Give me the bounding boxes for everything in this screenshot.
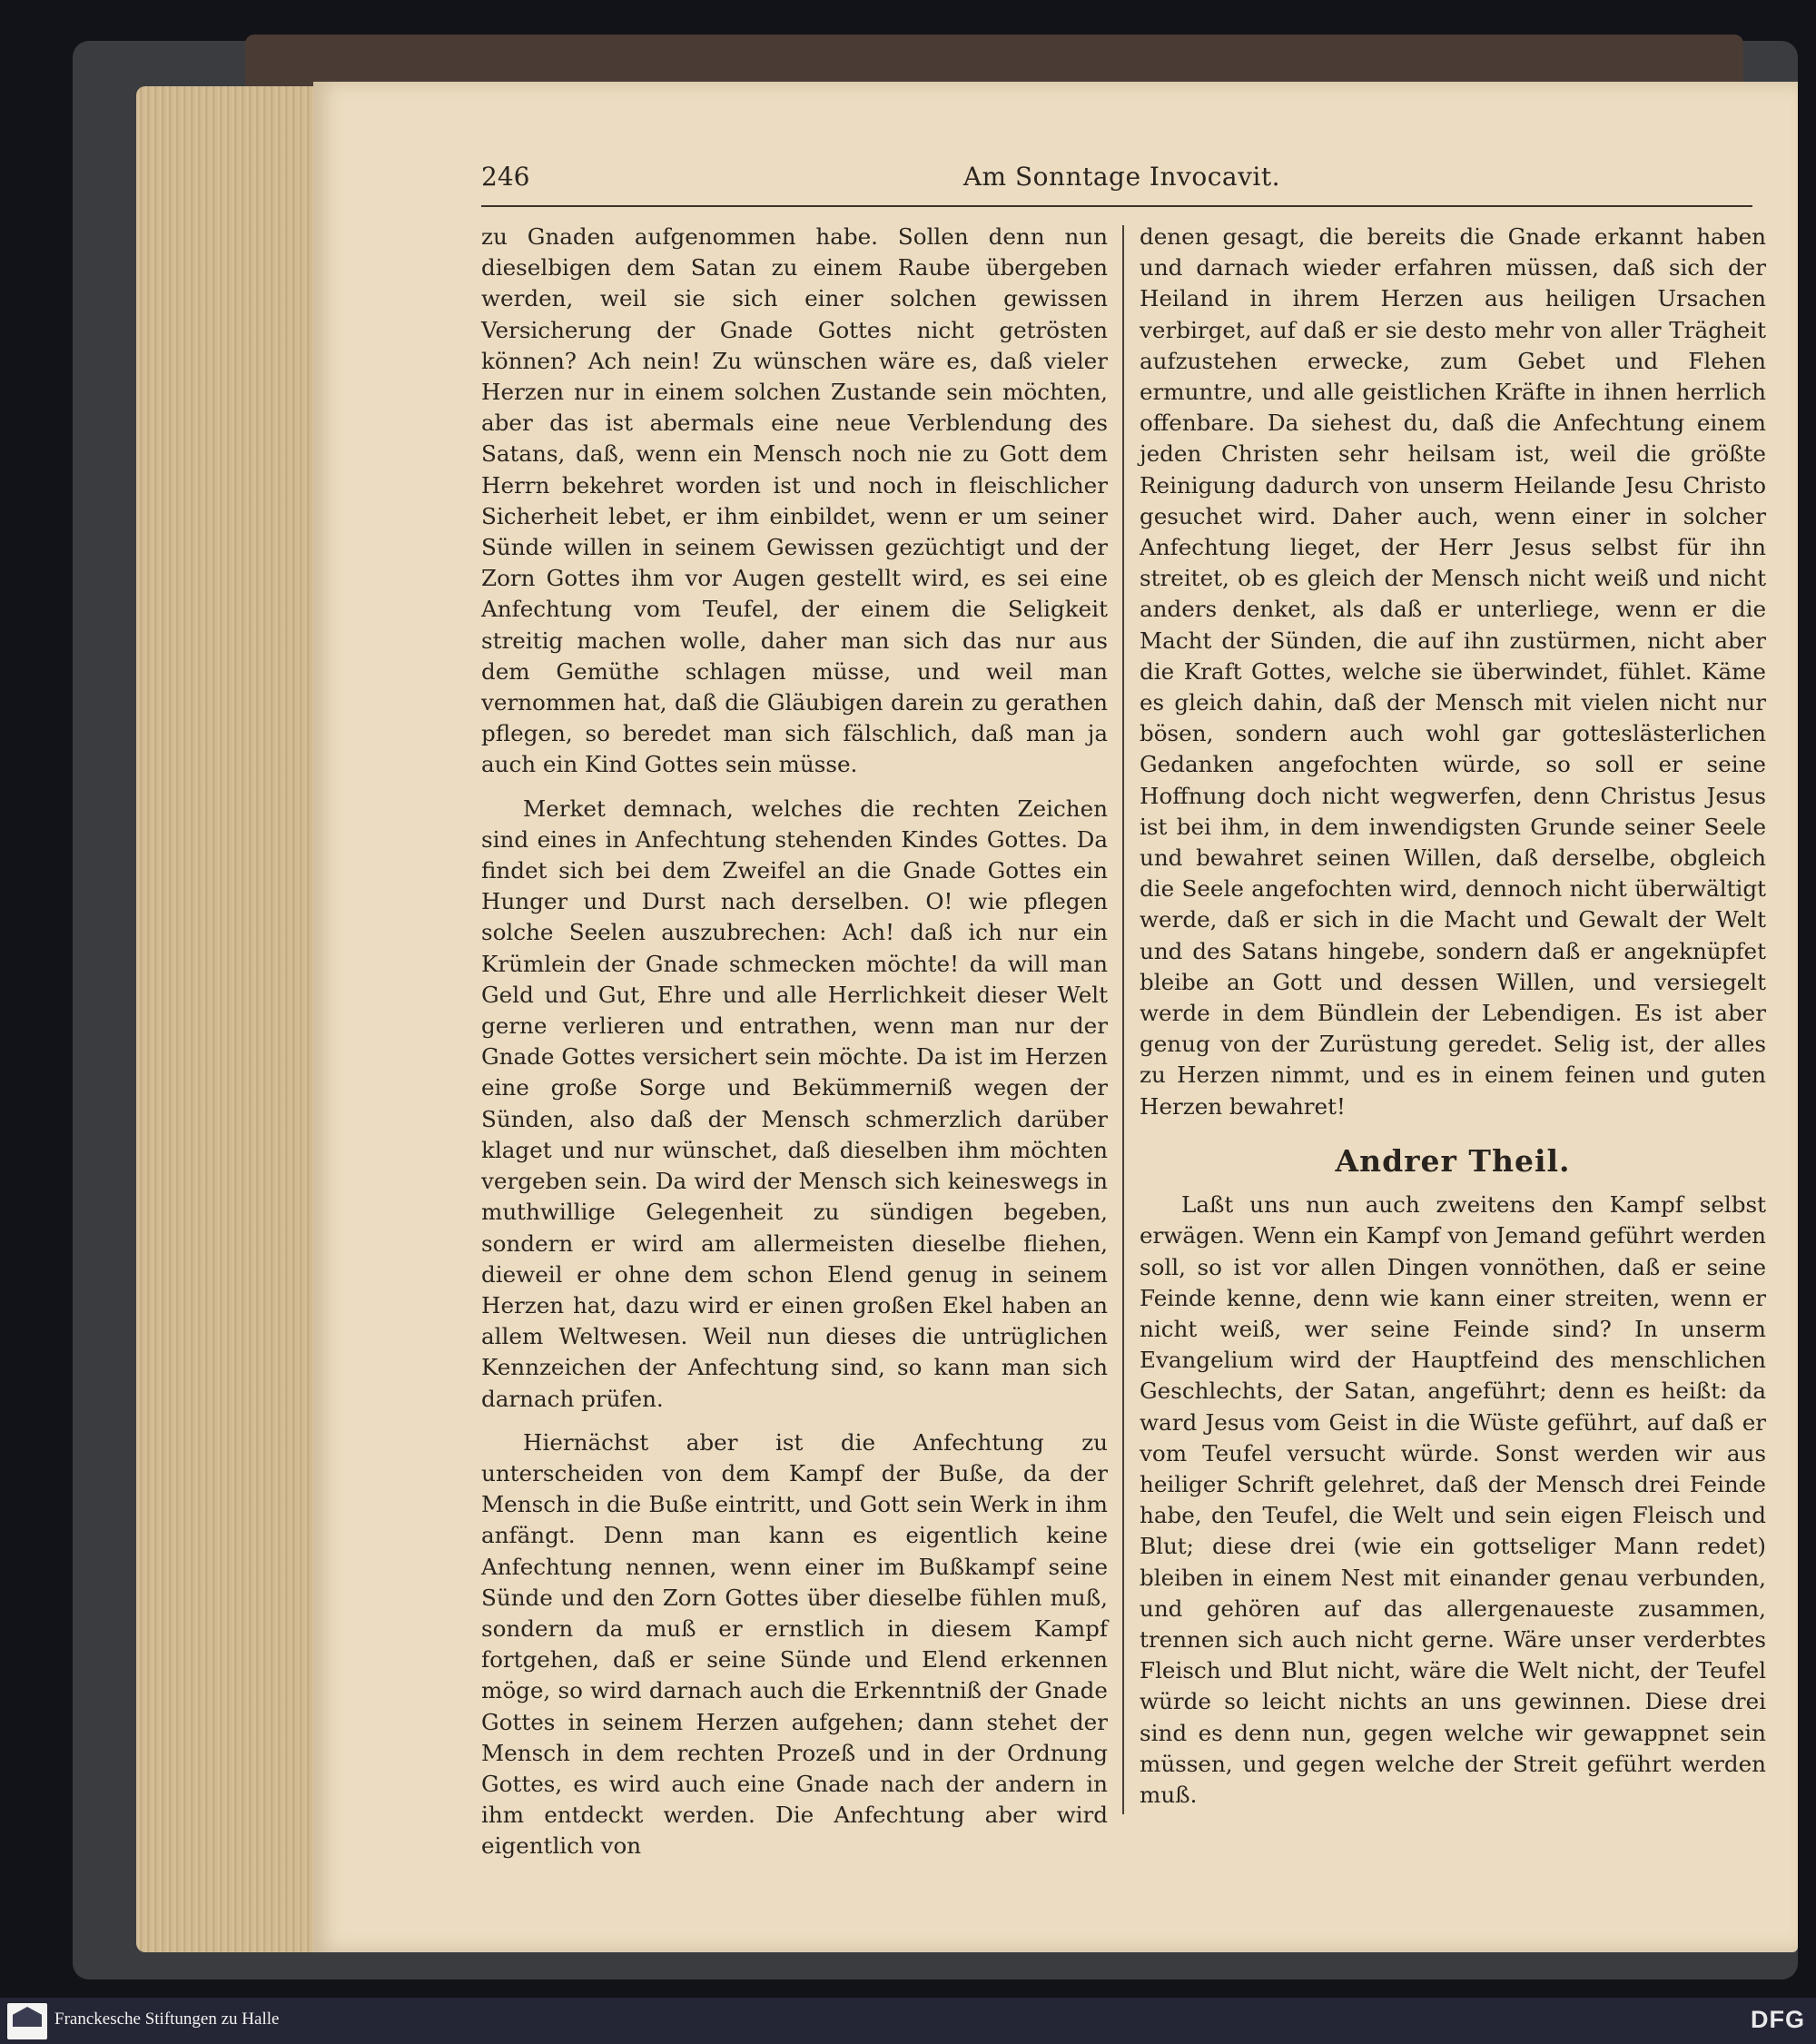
institution-name[interactable]: Franckesche Stiftungen zu Halle (54, 2009, 280, 2029)
paragraph: Laßt uns nun auch zweitens den Kampf selbst erwägen. Wenn ein Kampf von Jemand geführt werden soll, so ist vor allen Dingen vonnöthen, daß er seine Feinde kenne, denn wie kann einer streiten, wenn er nicht weiß, wer seine Feinde sind? In unserm Evangelium wird der Hauptfeind des menschlichen Geschlechts, der Satan, angeführt; denn es heißt: da ward Jesus vom Geist in die Wüste geführt, auf daß er vom Teufel versucht würde. Sonst werden wir aus heiliger Schrift gelehret, daß der Mensch drei Feinde habe, den Teufel, die Welt und sein eigen Fleisch und Blut; diese drei (wie ein gottseliger Mann redet) bleiben in einem Nest mit einander genau verbunden, und gehören auf das allergenaueste zusammen, trennen sich auch nicht gerne. Wäre unser verderbtes Fleisch und Blut nicht, wäre die Welt nicht, der Teufel würde so leicht nichts an uns gewinnen. Diese drei sind es denn nun, gegen welche wir gewappnet sein müssen, und gegen welche der Streit geführt werden muß. (1140, 1191, 1766, 1808)
paragraph: zu Gnaden aufgenommen habe. Sollen denn nun dieselbigen dem Satan zu einem Raube übergeben werden, weil sie sich einer solchen gewissen Versicherung der Gnade Gottes nicht getrösten können? Ach nein! Zu wünschen wäre es, daß vieler Herzen nur in einem solchen Zustande sein möchten, aber das ist abermals eine neue Verblendung des Satans, daß, wenn ein Mensch noch nie zu Gott dem Herrn bekehret worden ist und noch in fleischlicher Sicherheit lebet, er ihm einbildet, wenn er um seiner Sünde willen in seinem Gewissen gezüchtigt und der Zorn Gottes ihm vor Augen gestellt wird, es sei eine Anfechtung vom Teufel, der einem die Seligkeit streitig machen wolle, daher man sich das nur aus dem Gemüthe schlagen müsse, und weil man vernommen hat, daß die Gläubigen darein zu gerathen pflegen, so beredet man sich fälschlich, daß man ja auch ein Kind Gottes sein müsse. (481, 223, 1108, 778)
section-heading: Andrer Theil. (1335, 1142, 1571, 1179)
book-spine-edge (245, 35, 1743, 89)
dfg-logo: DFG (1751, 2006, 1805, 2033)
institution-logo-icon (7, 2003, 47, 2039)
page-number: 246 (481, 162, 530, 192)
running-title: Am Sonntage Invocavit. (962, 162, 1280, 192)
header-rule (481, 205, 1752, 207)
running-header (481, 162, 1752, 198)
viewer-footer (0, 1998, 1816, 2044)
right-column (1140, 222, 1766, 1811)
paragraph: Merket demnach, welches die rechten Zeichen sind eines in Anfechtung stehenden Kindes Gottes. Da findet sich bei dem Zweifel an die Gnade Gottes ein Hunger und Durst nach derselben. O! wie pflegen solche Seelen auszubrechen: Ach! daß ich nur ein Krümlein der Gnade schmecken möchte! da will man Geld und Gut, Ehre und alle Herrlichkeit dieser Welt gerne verlieren und entrathen, wenn man nur der Gnade Gottes versichert sein möchte. Da ist im Herzen eine große Sorge und Bekümmerniß wegen der Sünden, also daß der Mensch schmerzlich darüber klaget und nur wünschet, daß dieselben ihm möchten vergeben sein. Da wird der Mensch sich keineswegs in muthwillige Gelegenheit zu sündigen begeben, sondern er wird am allermeisten dieselbe fliehen, dieweil er ohne dem schon Elend genug in seinem Herzen hat, dazu wird er einen großen Ekel haben an allem Weltwesen. Weil nun dieses die untrüglichen Kennzeichen der Anfechtung sind, so kann man sich darnach prüfen. (481, 795, 1108, 1412)
left-column (481, 222, 1108, 1862)
paragraph: Hiernächst aber ist die Anfechtung zu unterscheiden von dem Kampf der Buße, da der Mensch in die Buße eintritt, und Gott sein Werk in ihm anfängt. Denn man kann es eigentlich keine Anfechtung nennen, wenn einer im Bußkampf seine Sünde und den Zorn Gottes über dieselbe fühlen muß, sondern da muß er ernstlich in diesem Kampf fortgehen, daß er seine Sünde und Elend erkennen möge, so wird darnach auch die Erkenntniß der Gnade Gottes in seinem Herzen aufgehen; dann stehet der Mensch in dem rechten Prozeß und in der Ordnung Gottes, es wird auch eine Gnade nach der andern in ihm entdeckt werden. Die Anfechtung aber wird eigentlich von (481, 1428, 1108, 1860)
paragraph: denen gesagt, die bereits die Gnade erkannt haben und darnach wieder erfahren müssen, daß sich der Heiland in ihrem Herzen aus heiligen Ursachen verbirget, auf daß er sie desto mehr von aller Trägheit aufzustehen erwecke, zum Gebet und Flehen ermuntre, und alle geistlichen Kräfte in ihnen herrlich offenbare. Da siehest du, daß die Anfechtung einem jeden Christen sehr heilsam ist, weil die größte Reinigung dadurch von unserm Heilande Jesu Christo gesuchet wird. Daher auch, wenn einer in solcher Anfechtung lieget, der Herr Jesus selbst für ihn streitet, ob es gleich der Mensch nicht weiß und nicht anders denket, als daß er unterliege, wenn er die Macht der Sünden, die auf ihn zustürmen, nicht aber die Kraft Gottes, welche sie überwindet, fühlet. Käme es gleich dahin, daß der Mensch mit vielen nicht nur bösen, sondern auch wohl gar gotteslästerlichen Gedanken angefochten würde, so soll er seine Hoffnung doch nicht wegwerfen, denn Christus Jesus ist bei ihm, in dem inwendigsten Grunde seiner Seele und bewahret seinen Willen, daß derselbe, obgleich die Seele angefochten wird, dennoch nicht überwältigt werde, daß er sich in die Macht und Gewalt der Welt und des Satans hingebe, sondern daß er angeknüpfet bleibe an Gott und dessen Willen, und versiegelt werde in dem Bündlein der Lebendigen. Es ist aber genug von der Zurüstung geredet. Selig ist, der alles zu Herzen nimmt, und es in einem feinen und guten Herzen bewahret! (1140, 223, 1766, 1120)
page-edges (136, 86, 318, 1952)
column-divider (1122, 225, 1124, 1814)
